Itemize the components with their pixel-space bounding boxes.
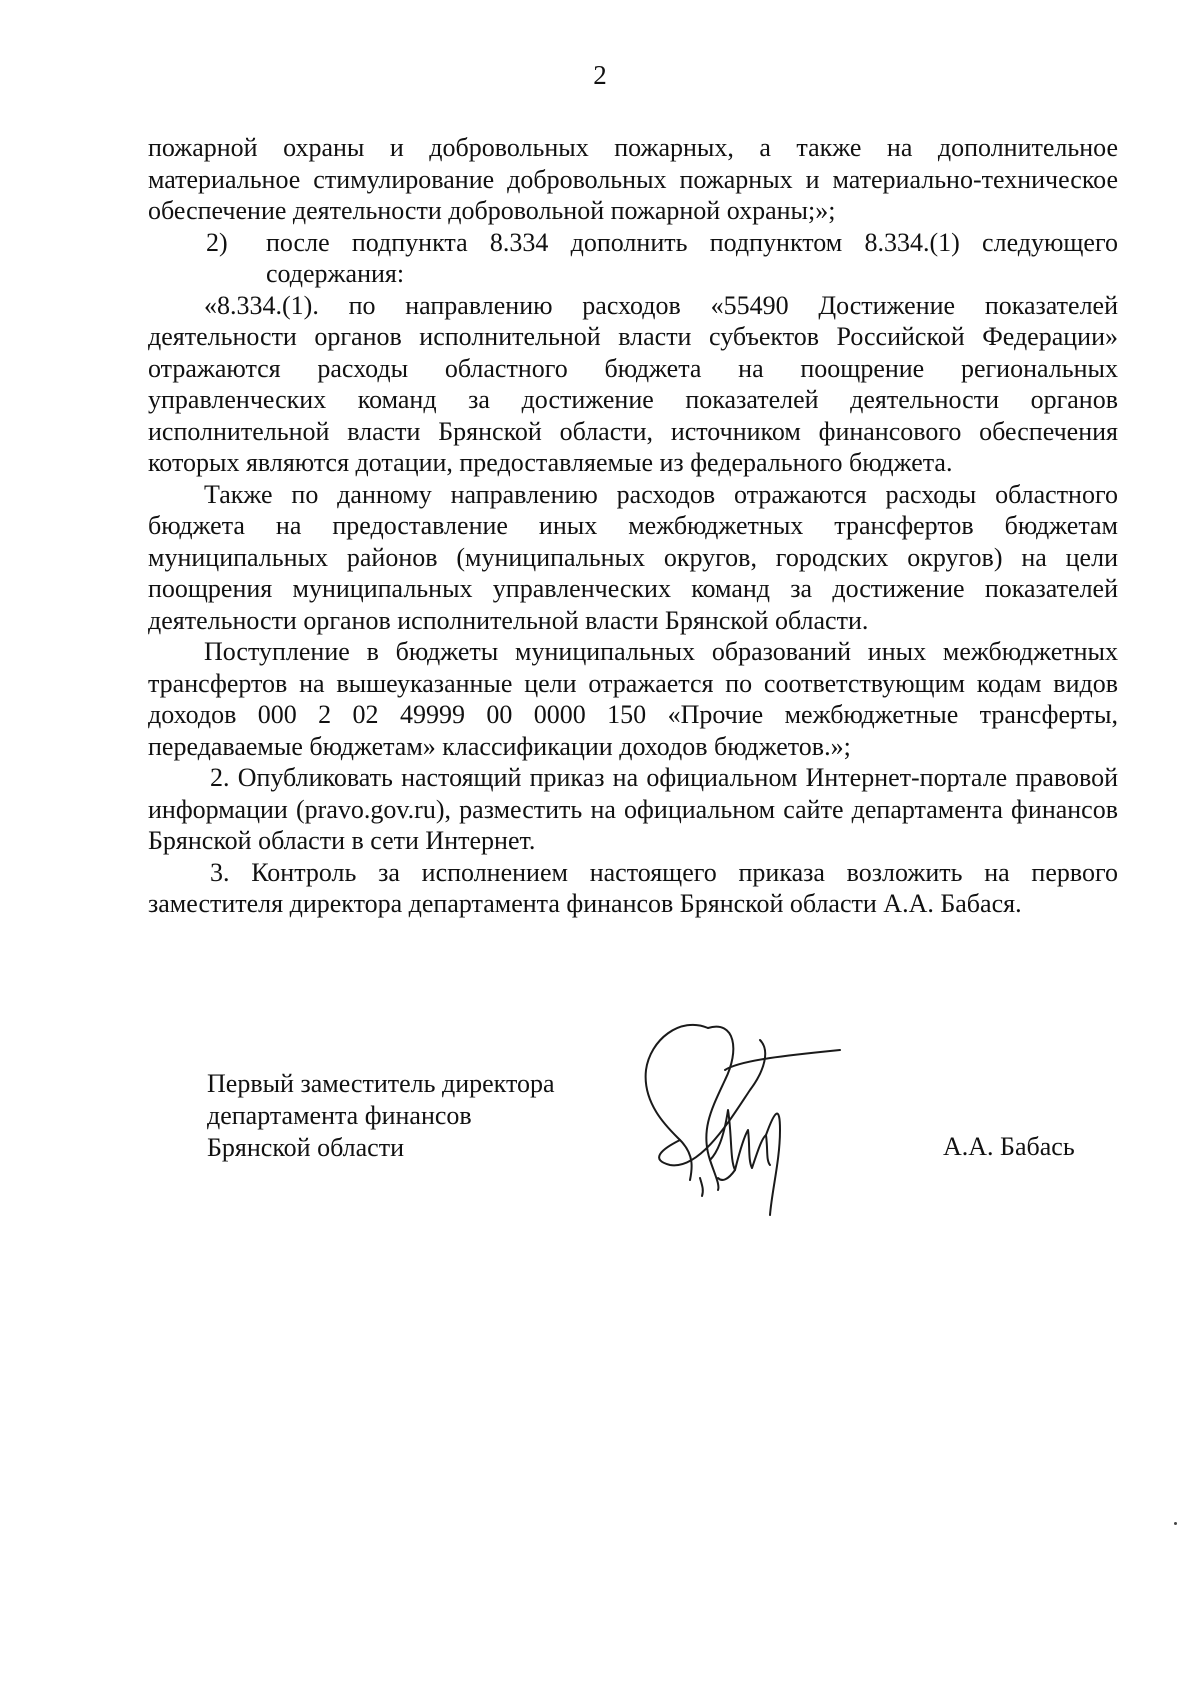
handwritten-signature [640,1010,860,1225]
signatory-position-line-3: Брянской области [207,1133,404,1162]
subitem-2-text [266,227,1118,290]
signer-name: А.А. Бабась [943,1132,1075,1161]
signatory-position-line-2: департамента финансов [207,1101,472,1130]
subitem-2-paragraph: после подпункта 8.334 дополнить подпунктом 8.334.(1) следующего содержания: [266,227,1118,288]
item-3-control: 3. Контроль за исполнением настоящего приказа возложить на первого заместителя директора департамента финансов Брянской области А.А. Бабася. [148,857,1118,918]
scan-speck [1174,1522,1177,1525]
subitem-2-number: 2) [206,227,228,257]
signatory-position [207,1068,555,1164]
paragraph-8-334-1: «8.334.(1). по направлению расходов «55490 Достижение показателей деятельности органов исполнительной власти субъектов Российской Федерации» отражаются расходы областного бюджета на поощрение региональных управленческих команд за достижение показателей деятельности органов исполнительной власти Брянской области, источником финансового обеспечения которых являются дотации, предоставляемые из федерального бюджета. [148,290,1118,477]
signatory-position-line-1: Первый заместитель директора [207,1069,555,1098]
document-body [148,132,1118,920]
page-number: 2 [593,60,607,90]
paragraph-continuation: пожарной охраны и добровольных пожарных, а также на дополнительное материальное стимулирование добровольных пожарных и материально-техническое обеспечение деятельности добровольной пожарной охраны;»; [148,133,1118,225]
paragraph-receipt: Поступление в бюджеты муниципальных образований иных межбюджетных трансфертов на вышеуказанные цели отражается по соответствующим кодам видов доходов 000 2 02 49999 00 0000 150 «Прочие межбюджетные трансферты, передаваемые бюджетам» классификации доходов бюджетов.»; [148,637,1118,761]
subitem-2 [148,227,1118,290]
item-2-publish: 2. Опубликовать настоящий приказ на официальном Интернет-портале правовой информации (pravo.gov.ru), разместить на официальном сайте департамента финансов Брянской области в сети Интернет. [148,763,1118,855]
paragraph-also: Также по данному направлению расходов отражаются расходы областного бюджета на предоставление иных межбюджетных трансфертов бюджетам муниципальных районов (муниципальных округов, городских округов) на цели поощрения муниципальных управленческих команд за достижение показателей деятельности органов исполнительной власти Брянской области. [148,479,1118,635]
